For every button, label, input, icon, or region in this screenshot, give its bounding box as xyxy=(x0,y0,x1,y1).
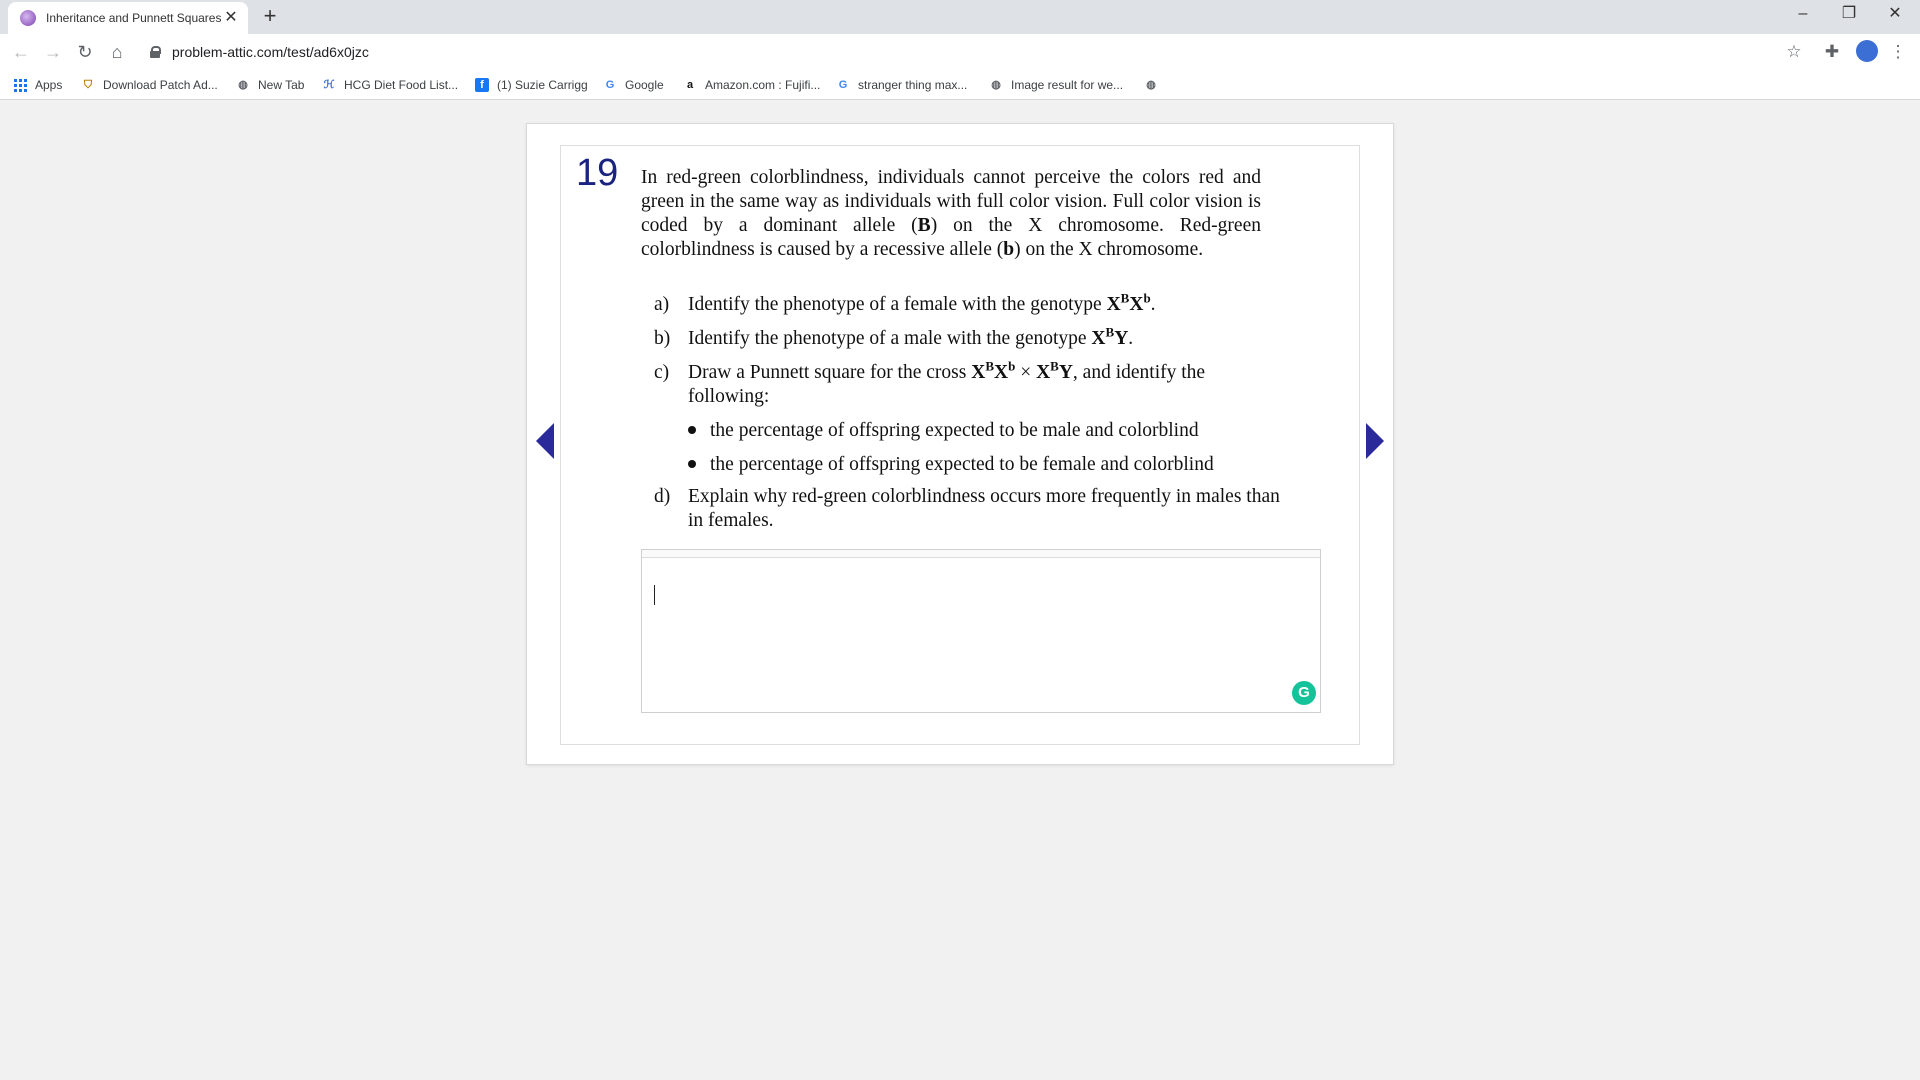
bookmark-label: Image result for we... xyxy=(1011,78,1124,92)
bookmark-label: Download Patch Ad... xyxy=(103,78,218,92)
question-number: 19 xyxy=(576,152,619,194)
answer-editor-toolbar xyxy=(642,550,1320,558)
bookmark-apps[interactable] xyxy=(14,76,62,94)
question-intro: In red-green colorblindness, individuals cannot perceive the colors red and green in the same way as individuals with full color vision. Full color vision is coded by a dominant allele (B) on the X chromosome. Red-green colorblindness is caused by a recessive allele (b) on the X chromosome. xyxy=(641,167,1261,260)
tab-strip xyxy=(0,0,1920,34)
globe-icon: ◍ xyxy=(1146,79,1156,91)
bullet-icon xyxy=(688,460,696,468)
bullet-icon xyxy=(688,426,696,434)
url-text: problem-attic.com/test/ad6x0jzc xyxy=(172,44,369,60)
profile-avatar[interactable] xyxy=(1856,40,1878,62)
google-icon: G xyxy=(605,79,615,91)
bookmark-amazon[interactable] xyxy=(683,76,820,94)
bookmark-new-tab[interactable] xyxy=(236,76,304,94)
bookmark-label: Google xyxy=(625,78,664,92)
bookmark-label: Amazon.com : Fujifi... xyxy=(705,78,821,92)
address-bar[interactable] xyxy=(150,40,369,64)
bookmark-stranger-thing[interactable] xyxy=(836,76,967,94)
hcg-icon: ℋ xyxy=(323,79,335,91)
bookmark-label: HCG Diet Food List... xyxy=(344,78,459,92)
answer-textarea[interactable] xyxy=(641,549,1321,713)
browser-tab[interactable] xyxy=(8,2,248,34)
new-tab-button[interactable]: + xyxy=(263,3,277,28)
restore-button[interactable]: ❐ xyxy=(1841,5,1857,22)
shield-icon: ⛉ xyxy=(83,79,93,91)
bookmark-download-patch[interactable] xyxy=(81,76,218,94)
bullet-item: the percentage of offspring expected to be male and colorblind xyxy=(688,420,1308,442)
next-question-arrow-icon[interactable] xyxy=(1366,423,1384,459)
facebook-icon: f xyxy=(475,78,489,92)
bookmark-untitled[interactable] xyxy=(1144,76,1166,94)
menu-kebab-icon[interactable]: ⋮ xyxy=(1889,42,1907,61)
bookmarks-bar xyxy=(0,70,1920,100)
tab-close-icon[interactable]: ✕ xyxy=(224,9,238,26)
globe-icon: ◍ xyxy=(991,79,1001,91)
tab-title: Inheritance and Punnett Squares xyxy=(46,11,222,25)
bookmark-image-result[interactable] xyxy=(989,76,1123,94)
reload-icon[interactable]: ↻ xyxy=(77,42,93,62)
lock-icon xyxy=(150,46,160,58)
back-arrow-icon[interactable]: ← xyxy=(12,42,30,62)
bookmark-hcg[interactable] xyxy=(322,76,458,94)
home-icon[interactable]: ⌂ xyxy=(111,42,123,62)
forward-arrow-icon[interactable]: → xyxy=(44,42,62,62)
extensions-puzzle-icon[interactable]: ✚ xyxy=(1824,42,1840,61)
google-icon: G xyxy=(838,79,848,91)
bookmark-facebook[interactable] xyxy=(475,76,588,94)
bookmark-label: stranger thing max... xyxy=(858,78,968,92)
text-caret xyxy=(654,585,655,605)
bookmark-label: (1) Suzie Carrigg xyxy=(497,78,588,92)
browser-toolbar xyxy=(0,34,1920,70)
previous-question-arrow-icon[interactable] xyxy=(536,423,554,459)
grammarly-icon[interactable]: G xyxy=(1292,681,1316,705)
globe-icon: ◍ xyxy=(238,79,248,91)
minimize-button[interactable]: – xyxy=(1798,5,1808,22)
site-favicon-icon xyxy=(20,10,36,26)
apps-grid-icon xyxy=(14,79,27,92)
bullet-item: the percentage of offspring expected to be female and colorblind xyxy=(688,454,1308,476)
bookmark-google[interactable] xyxy=(603,76,664,94)
bookmark-label: New Tab xyxy=(258,78,305,92)
bookmark-star-icon[interactable]: ☆ xyxy=(1786,42,1802,61)
window-close-button[interactable]: ✕ xyxy=(1888,5,1902,22)
amazon-icon: a xyxy=(686,79,694,91)
bookmark-label: Apps xyxy=(35,78,63,92)
